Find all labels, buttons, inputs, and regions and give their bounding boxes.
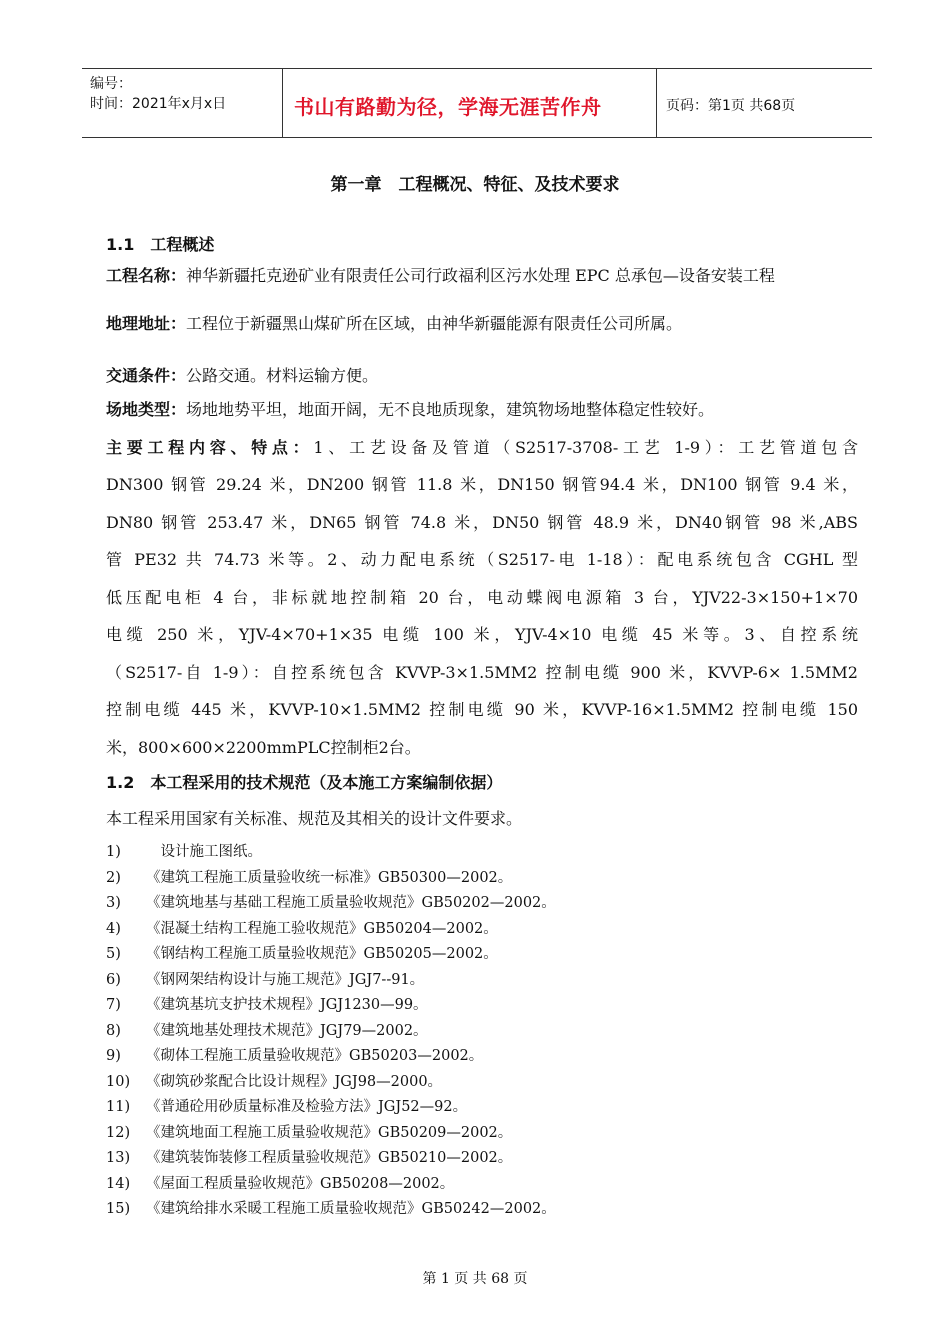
traffic-line [106,366,854,386]
list-item-text: 《建筑基坑支护技术规程》JGJ1230—99。 [146,997,428,1013]
main-line-7: 控制电缆 445 米，KVVP-10×1.5MM2 控制电缆 90 米，KVVP-16×1.5MM2 控制电缆 150 [106,700,858,719]
list-item [106,1174,556,1200]
list-item-text: 《普通砼用砂质量标准及检验方法》JGJ52—92。 [146,1099,468,1115]
main-line-4: 低压配电柜 4 台，非标就地控制箱 20 台，电动蝶阀电源箱 3 台，YJV22-3×150+1×70 [106,587,858,607]
project-name-value: 神华新疆托克逊矿业有限责任公司行政福利区污水处理 EPC 总承包—设备安装工程 [186,266,775,285]
list-item-text: 《建筑地基处理技术规范》JGJ79—2002。 [146,1022,428,1039]
list-item-text: 《建筑地面工程施工质量验收规范》GB50209—2002。 [146,1124,513,1141]
list-item [106,842,556,868]
header-page-info: 页码：第1页 共68页 [666,98,796,114]
list-item [106,1072,556,1098]
header-page-cell [666,69,872,137]
list-item-text: 《建筑地基与基础工程施工质量验收规范》GB50202—2002。 [146,895,556,911]
header-motto-cell [282,69,657,137]
traffic-label: 交通条件： [106,366,187,385]
section-1-2-intro: 本工程采用国家有关标准、规范及其相关的设计文件要求。 [106,809,523,828]
list-item-number: 5) [106,946,121,962]
header-motto: 书山有路勤为径，学海无涯苦作舟 [294,95,602,119]
list-item-number: 13) [106,1150,131,1166]
list-item-text: 《钢网架结构设计与施工规范》JGJ7--91。 [146,971,425,988]
main-line-3: 管 PE32 共 74.73 米等。2、动力配电系统（S2517-电 1-18）：配电系统包含 CGHL 型 [106,550,858,569]
list-item-number: 4) [106,920,121,937]
list-item [106,919,556,945]
site-type-label: 场地类型： [106,400,187,419]
list-item [106,970,556,996]
list-item [106,995,556,1021]
list-item-text: 设计施工图纸。 [146,844,262,860]
main-line-8: 米，800×600×2200mmPLC控制柜2台。 [106,737,421,757]
list-item [106,1097,556,1123]
location-value: 工程位于新疆黑山煤矿所在区域，由神华新疆能源有限责任公司所属。 [186,314,683,333]
list-item [106,1021,556,1047]
list-item-text: 《建筑工程施工质量验收统一标准》GB50300—2002。 [146,869,513,886]
list-item-number: 2) [106,869,121,886]
project-name-line [106,266,854,286]
list-item-text: 《建筑给排水采暖工程施工质量验收规范》GB50242—2002。 [146,1201,556,1217]
main-line-0: 主要工程内容、特点：1、工艺设备及管道（S2517-3708-工艺 1-9）：工艺管道包含 [106,437,858,457]
list-item-text: 《建筑装饰装修工程质量验收规范》GB50210—2002。 [146,1150,513,1166]
section-1-1-heading: 1.1 工程概述 [106,235,215,254]
main-line-5: 电缆 250 米，YJV-4×70+1×35 电缆 100 米，YJV-4×10 电缆 45 米等。3、自控系统 [106,625,858,644]
header-meta-cell [82,69,283,137]
location-line [106,314,854,334]
list-item-number: 10) [106,1073,131,1090]
list-item-number: 14) [106,1175,131,1192]
traffic-value: 公路交通。材料运输方便。 [186,366,379,385]
standards-list [106,842,556,1225]
main-content-block [106,399,858,774]
section-1-2-heading: 1.2 本工程采用的技术规范（及本施工方案编制依据） [106,773,503,792]
list-item-number: 15) [106,1201,131,1217]
main-line-6: （S2517-自 1-9）：自控系统包含 KVVP-3×1.5MM2 控制电缆 900 米，KVVP-6× 1.5MM2 [106,662,858,682]
main-line-2: DN80 钢管 253.47 米，DN65 钢管 74.8 米，DN50 钢管 48.9 米，DN40钢管 98 米,ABS [106,512,858,532]
page-footer: 第 1 页 共 68 页 [422,1271,528,1287]
list-item-text: 《屋面工程质量验收规范》GB50208—2002。 [146,1175,455,1192]
site-type-value: 场地地势平坦，地面开阔，无不良地质现象，建筑物场地整体稳定性较好。 [186,400,715,419]
list-item [106,1148,556,1174]
page-header [82,68,872,138]
site-type-line [106,399,858,437]
main-line-1: DN300 钢管 29.24 米，DN200 钢管 11.8 米，DN150 钢管94.4 米，DN100 钢管 9.4 米， [106,475,858,494]
list-item-number: 3) [106,895,121,911]
list-item-text: 《砌筑砂浆配合比设计规程》JGJ98—2000。 [146,1073,443,1090]
doc-number-label: 编号： [90,76,132,92]
list-item-text: 《砌体工程施工质量验收规范》GB50203—2002。 [146,1048,484,1064]
list-item-number: 8) [106,1022,121,1039]
list-item-text: 《混凝土结构工程施工验收规范》GB50204—2002。 [146,920,498,937]
list-item-number: 6) [106,971,121,988]
list-item [106,893,556,919]
list-item-number: 11) [106,1099,131,1115]
project-name-label: 工程名称： [106,266,187,285]
list-item [106,868,556,894]
list-item-number: 12) [106,1124,131,1141]
list-item [106,1046,556,1072]
chapter-title: 第一章 工程概况、特征、及技术要求 [330,175,620,195]
list-item-text: 《钢结构工程施工质量验收规范》GB50205—2002。 [146,946,498,962]
list-item [106,1199,556,1225]
list-item [106,944,556,970]
list-item-number: 7) [106,997,121,1013]
list-item [106,1123,556,1149]
main-content-label: 主要工程内容、特点： [106,437,314,457]
location-label: 地理地址： [106,314,187,333]
doc-time: 时间：2021年x月x日 [90,96,227,112]
list-item-number: 9) [106,1048,121,1064]
list-item-number: 1) [106,844,121,860]
